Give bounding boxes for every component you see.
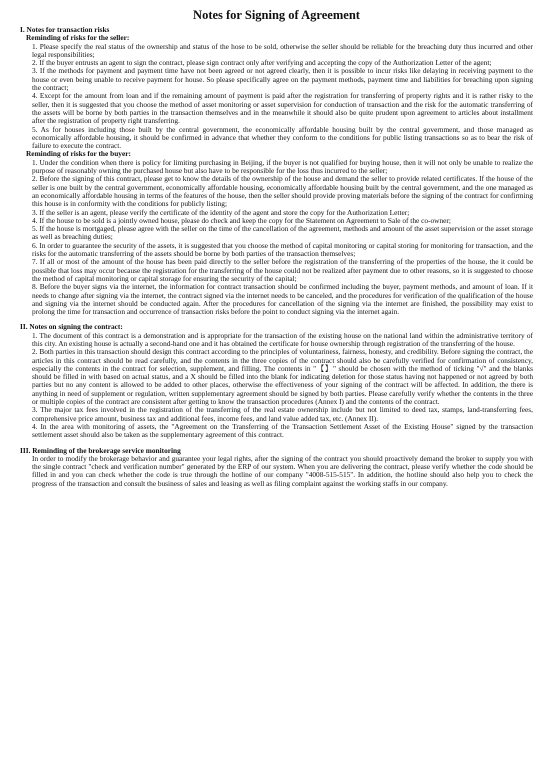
buyer-risk-item: 8. Before the buyer signs via the internet, the information for contract transaction should be confirmed including the buyer, payment methods, and amount of loan. If it needs to change after signing via the internet, the contract signed via the internet needs to be canceled, and the procedures for verification of the qualification of the house and signing via the internet should be conducted again. After the procedures for cancellation of the signing via the internet are finished, the possibility may exist to prolong the time for transaction and occurrence of transaction risks before the point to conduct signing via the internet again. xyxy=(32,282,533,317)
section-3-heading: III. Reminding of the brokerage service monitoring xyxy=(20,445,181,455)
buyer-risk-item: 5. If the house is mortgaged, please agree with the seller on the time of the cancellation of the agreement, methods and amount of the asset supervision or the asset storage as well as breaching duties; xyxy=(32,224,533,242)
buyer-risk-item: 7. If all or most of the amount of the house has been paid directly to the seller before the registration of the transferring of the properties of the house, the it could be possible that loss may occur because the registration for the transferring of the house could not be realized after payment due to other reasons, so it is suggested to choose the method of capital monitoring or capital storage for ensuring the security of the capital; xyxy=(32,257,533,283)
buyer-risk-item: 6. In order to guarantee the security of the assets, it is suggested that you choose the method of capital monitoring or capital storing for monitoring for transaction, and the risks for the automatic transferring of the assets should be borne by both parties of the transaction themselves; xyxy=(32,240,533,259)
seller-risk-item: 3. If the methods for payment and payment time have not been agreed or not agreed clearly, then it is possible to incur risks like delaying in receiving payment to the house or even being unable to receive payment for house. So please specifically agree on the payment methods, payment time and liabilities for breaching upon signing the contract; xyxy=(32,66,533,93)
contract-note-item: 1. The document of this contract is a demonstration and is appropriate for the transaction of the existing house on the national land within the administrative territory of this city. An existing house is actually a second-hand one and it has obtained the certificate for house ownership through registration of the transferring of the house. xyxy=(32,330,533,348)
seller-risk-item: 2. If the buyer entrusts an agent to sign the contract, please sign contract only after verifying and accepting the copy of the Authorization Letter of the agent; xyxy=(32,58,492,68)
contract-note-item: 2. Both parties in this transaction should design this contract according to the principles of voluntariness, fairness, honesty, and credibility. Before signing the contract, the articles in this contract should be read carefully, and the contents in the three copies of the contract should also be carefully verified for confirmation of consistency, especially the contents in the contract for selection, supplement, and filling. The contents in "【】" should be chosen with the method of ticking "√" and the blanks should be filled in with based on actual status, and a X should be filled into the blank for indicating deletion for those status having not happened or not agreed by both parties but no any content is allowed to be added to other places, otherwise the effectiveness of your signing of the contract will be affected. In addition, the there is anything in need of supplement or regulation, written supplementary agreement should be signed by both parties. Please carefully verify whether the contents in the three or multiple copies of the contract are consistent after getting to know the transaction procedures (Annex I) and the contents of the contract. xyxy=(32,347,533,407)
brokerage-note-item: In order to modify the brokerage behavior and guarantee your legal rights, after the signing of the contract you should proactively demand the broker to supply you with the single contract "check and verification number" generated by the ERP of our system. When you are delivering the contract, please verify whether the code should be filled in and you can check whether the code is true through the hotline of our company "4008-515-515". In addition, the hotline should also help you to check the progress of the transaction and consult the business of sales and leasing as well as filing complaint against the working staffs in our company. xyxy=(32,453,533,488)
document-title: Notes for Signing of Agreement xyxy=(193,8,360,22)
seller-risks-heading: Reminding of risks for the seller: xyxy=(26,33,130,43)
section-2-heading: II. Notes on signing the contract: xyxy=(20,322,123,332)
contract-note-item: 3. The major tax fees involved in the registration of the transferring of the real estate ownership include but not limited to deed tax, stamps, land-transferring fees, comprehensive price amount, business tax and additional fees, income fees, and land value added tax, etc. (Annex II). xyxy=(32,405,533,423)
seller-risk-item: 4. Except for the amount from loan and if the remaining amount of payment is paid after the registration for transferring of property rights and it is rather risky to the seller, then it is suggested that you choose the method of asset monitoring or asset supervision for conduction of transaction and the risk for the automatic transferring of the assets will be borne by both parties in the transaction themselves and in the meanwhile it should also be quite prudent upon agreement to articles about installment after the registration of property right transferring. xyxy=(32,91,533,126)
contract-note-item: 4. In the area with monitoring of assets, the "Agreement on the Transferring of the Transaction Settlement Asset of the Existing House" signed by the transaction settlement asset should also be taken as the supplementary agreement of this contract. xyxy=(32,421,533,440)
buyer-risks-heading: Reminding of risks for the buyer: xyxy=(26,149,131,159)
seller-risk-item: 5. As for houses including those built by the central government, the economically affordable housing built by the central government, and those managed as economically affordable housing, it should be confirmed in advance that whether they conform to the conditions for public listing transactions so as to bear the risk of failure to execute the contract. xyxy=(32,124,533,151)
buyer-risk-item: 2. Before the signing of this contract, please get to know the details of the ownership of the house and demand the seller to provide related certificates. If the house of the seller is one built by the central government, economically affordable housing, economically affordable housing built by the central government, and the one managed as an economically affordable housing in terms of the features of the house, then the seller should provide proving materials before the signing of the contract for confirming this house is in conformity with the conditions for publicly listing; xyxy=(32,174,533,209)
buyer-risk-item: 3. If the seller is an agent, please verify the certificate of the identity of the agent and store the copy for the Authorization Letter; xyxy=(32,207,410,217)
buyer-risk-item: 4. If the house to be sold is a jointly owned house, please do check and keep the copy for the Statement on Agreement to Sale of the co-owner; xyxy=(32,215,451,225)
buyer-risk-item: 1. Under the condition when there is policy for limiting purchasing in Beijing, if the buyer is not qualified for buying house, then it will not only be unable to realize the purpose of reasonably owning the purchased house but also have to be responsible for the loss thus incurred to the seller; xyxy=(32,157,533,176)
seller-risk-item: 1. Please specify the real status of the ownership and status of the hose to be sold, otherwise the seller should be reliable for the breaching duty thus incurred and other legal responsibilities; xyxy=(32,41,533,59)
section-1-heading: I. Notes for transaction risks xyxy=(20,25,110,34)
